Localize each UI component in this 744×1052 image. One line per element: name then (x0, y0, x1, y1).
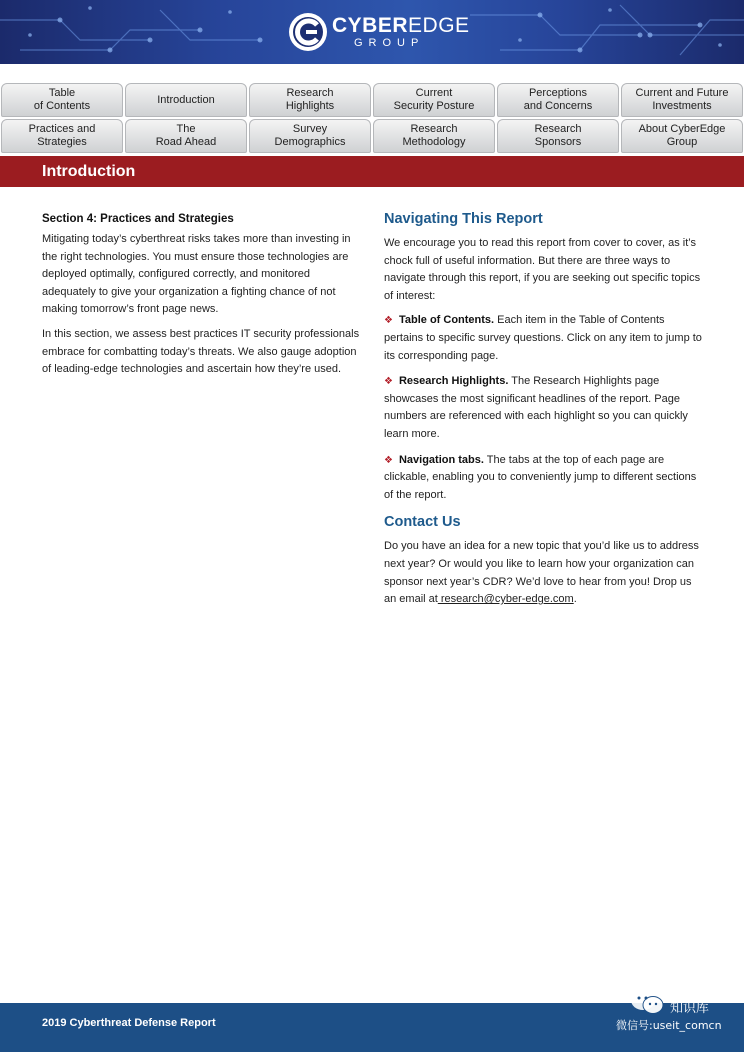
navigating-heading: Navigating This Report (384, 211, 543, 227)
bullet-title: Research Highlights. (398, 375, 509, 388)
logo-subtext: GROUP (354, 37, 425, 49)
left-paragraph-1: Mitigating today’s cyberthreat risks takes more than investing in the right technologies. You must ensure those technologies are deployed optimally, configured correctly, and monitored adequately to give your organization a fighting chance of not making tomorrow’s front page news. (42, 233, 351, 316)
watermark (614, 1003, 734, 1052)
tab-research-highlights[interactable] (249, 83, 371, 117)
logo-text-light: EDGE (408, 14, 470, 37)
tab-label: Practices and Strategies (28, 123, 96, 148)
tab-about-cyberedge-group[interactable] (621, 119, 743, 153)
tab-label: Research Highlights (285, 87, 335, 112)
logo-text-bold: CYBER (332, 14, 409, 37)
left-paragraph-2: In this section, we assess best practices IT security professionals embrace for combatting today’s threats. We also gauge adoption of leading-edge technologies and ascertain how they’re used. (42, 327, 360, 376)
bullet-title: Navigation tabs. (398, 453, 484, 466)
footer-bar (0, 1003, 744, 1052)
tab-current-and-future-investments[interactable] (621, 83, 743, 117)
tab-survey-demographics[interactable] (249, 119, 371, 153)
contact-heading: Contact Us (384, 514, 461, 531)
tab-research-sponsors[interactable] (497, 119, 619, 153)
wechat-icon (630, 989, 664, 1015)
contact-email-link[interactable]: research@cyber-edge.com (437, 593, 574, 606)
tab-research-methodology[interactable] (373, 119, 495, 153)
tab-label: About CyberEdge Group (638, 123, 726, 148)
tab-label: Table of Contents (33, 87, 91, 112)
watermark-line-2: 微信号:useit_comcn (616, 1019, 722, 1032)
diamond-bullet-icon: ❖ (384, 454, 393, 466)
left-column (42, 213, 360, 386)
header-banner (0, 0, 744, 64)
bullet-text: Each item in the Table of Contents pertains to specific survey questions. Click on any item to jump to its corresponding page. (384, 314, 702, 362)
tab-perceptions-and-concerns[interactable] (497, 83, 619, 117)
bullet-research-highlights (384, 373, 702, 443)
navigation-tabs (0, 83, 744, 156)
contact-paragraph (384, 538, 702, 608)
contact-text: Do you have an idea for a new topic that you’d like us to address next year? Or would you like to learn how your organization can sponsor next year’s CDR? We’d love to hear from you! Drop us an email at (384, 540, 699, 606)
bullet-navigation-tabs (384, 452, 702, 505)
tab-label: Research Sponsors (534, 123, 582, 148)
navigating-intro: We encourage you to read this report from cover to cover, as it’s chock full of useful information. But there are three ways to navigate through this report, if you are seeking out specific topics of interest: (384, 237, 701, 302)
tab-label: Introduction (157, 93, 215, 106)
watermark-line-1: 知识库 (670, 1001, 710, 1016)
bullet-text: The tabs at the top of each page are clickable, enabling you to conveniently jump to different sections of the report. (384, 453, 697, 501)
tab-label: The Road Ahead (155, 123, 217, 148)
diamond-bullet-icon: ❖ (384, 376, 393, 388)
footer-report-title: 2019 Cyberthreat Defense Report (42, 1017, 216, 1029)
section-title: Introduction (42, 162, 136, 180)
tab-the-road-ahead[interactable] (125, 119, 247, 153)
bullet-text: The Research Highlights page showcases the most significant headlines of the report. Page numbers are referenced with each highlight so you can quickly learn more. (384, 375, 688, 440)
tab-introduction[interactable] (125, 83, 247, 117)
tab-label: Current Security Posture (393, 87, 475, 112)
diamond-bullet-icon: ❖ (384, 315, 393, 327)
tab-label: Current and Future Investments (635, 87, 729, 112)
right-column (384, 211, 702, 616)
tab-table-of-contents[interactable] (1, 83, 123, 117)
section-4-heading: Section 4: Practices and Strategies (42, 213, 234, 225)
tab-label: Research Methodology (402, 123, 466, 148)
tab-current-security-posture[interactable] (373, 83, 495, 117)
bullet-table-of-contents (384, 312, 702, 365)
tab-practices-and-strategies[interactable] (1, 119, 123, 153)
cyberedge-logo-icon (288, 12, 328, 52)
section-title-bar (0, 156, 744, 187)
tab-label: Survey Demographics (274, 123, 346, 148)
contact-end: . (573, 593, 577, 606)
tab-label: Perceptions and Concerns (523, 87, 593, 112)
cyberedge-logo (288, 10, 470, 54)
bullet-title: Table of Contents. (398, 314, 495, 327)
